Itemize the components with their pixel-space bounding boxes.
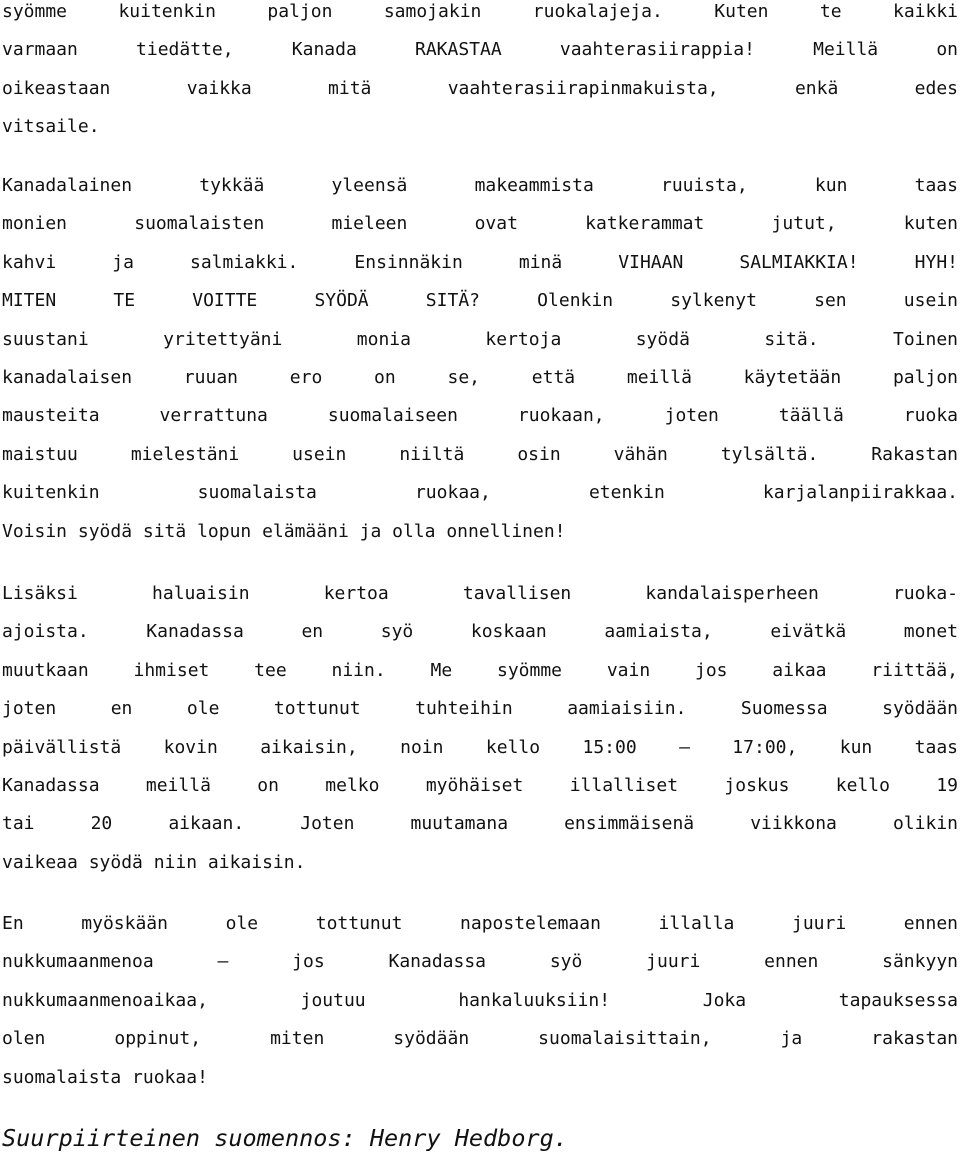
text-line: oikeastaan vaikka mitä vaahterasiirapinmakuista, enkä edes: [2, 77, 958, 99]
text-line: maistuu mielestäni usein niiltä osin vähän tylsältä. Rakastan: [2, 443, 958, 465]
text-line: Kanadassa meillä on melko myöhäiset illalliset joskus kello 19: [2, 775, 958, 797]
text-line: muutkaan ihmiset tee niin. Me syömme vain jos aikaa riittää,: [2, 659, 958, 681]
text-line: tai 20 aikaan. Joten muutamana ensimmäisenä viikkona olikin: [2, 813, 958, 835]
text-line: nukkumaanmenoaikaa, joutuu hankaluuksiin! Joka tapauksessa: [2, 989, 958, 1011]
paragraph-meal-times: [2, 575, 958, 882]
paragraph-snacking: [2, 905, 958, 1097]
text-line: varmaan tiedätte, Kanada RAKASTAA vaahterasiirappia! Meillä on: [2, 39, 958, 61]
text-line: Lisäksi haluaisin kertoa tavallisen kandalaisperheen ruoka-: [2, 583, 958, 604]
text-line: Kanadalainen tykkää yleensä makeammista ruuista, kun taas: [2, 175, 958, 196]
text-line: olen oppinut, miten syödään suomalaisittain, ja rakastan: [2, 1028, 958, 1050]
text-line: ajoista. Kanadassa en syö koskaan aamiaista, eivätkä monet: [2, 621, 958, 643]
text-line: suustani yritettyäni monia kertoja syödä sitä. Toinen: [2, 328, 958, 350]
text-line: Voisin syödä sitä lopun elämääni ja olla onnellinen!: [2, 520, 566, 542]
text-line: päivällistä kovin aikaisin, noin kello 15:00 – 17:00, kun taas: [2, 736, 958, 758]
text-line: syömme kuitenkin paljon samojakin ruokalajeja. Kuten te kaikki: [2, 1, 958, 22]
text-line: nukkumaanmenoa – jos Kanadassa syö juuri ennen sänkyyn: [2, 951, 958, 973]
text-line: kuitenkin suomalaista ruokaa, etenkin karjalanpiirakkaa.: [2, 482, 958, 504]
text-line: En myöskään ole tottunut napostelemaan illalla juuri ennen: [2, 913, 958, 934]
paragraph-food-similarities: [2, 0, 958, 147]
text-line: MITEN TE VOITTE SYÖDÄ SITÄ? Olenkin sylkenyt sen usein: [2, 290, 958, 312]
paragraph-taste-differences: [2, 167, 958, 551]
text-line: vitsaile.: [2, 116, 100, 138]
text-line: monien suomalaisten mieleen ovat katkerammat jutut, kuten: [2, 213, 958, 235]
translation-credit: Suurpiirteinen suomennos: Henry Hedborg.: [2, 1124, 568, 1152]
text-line: kanadalaisen ruuan ero on se, että meillä käytetään paljon: [2, 367, 958, 389]
text-line: joten en ole tottunut tuhteihin aamiaisiin. Suomessa syödään: [2, 698, 958, 720]
text-line: vaikeaa syödä niin aikaisin.: [2, 851, 306, 873]
text-line: suomalaista ruokaa!: [2, 1066, 208, 1088]
text-line: kahvi ja salmiakki. Ensinnäkin minä VIHAAN SALMIAKKIA! HYH!: [2, 251, 958, 273]
text-line: mausteita verrattuna suomalaiseen ruokaan, joten täällä ruoka: [2, 405, 958, 427]
